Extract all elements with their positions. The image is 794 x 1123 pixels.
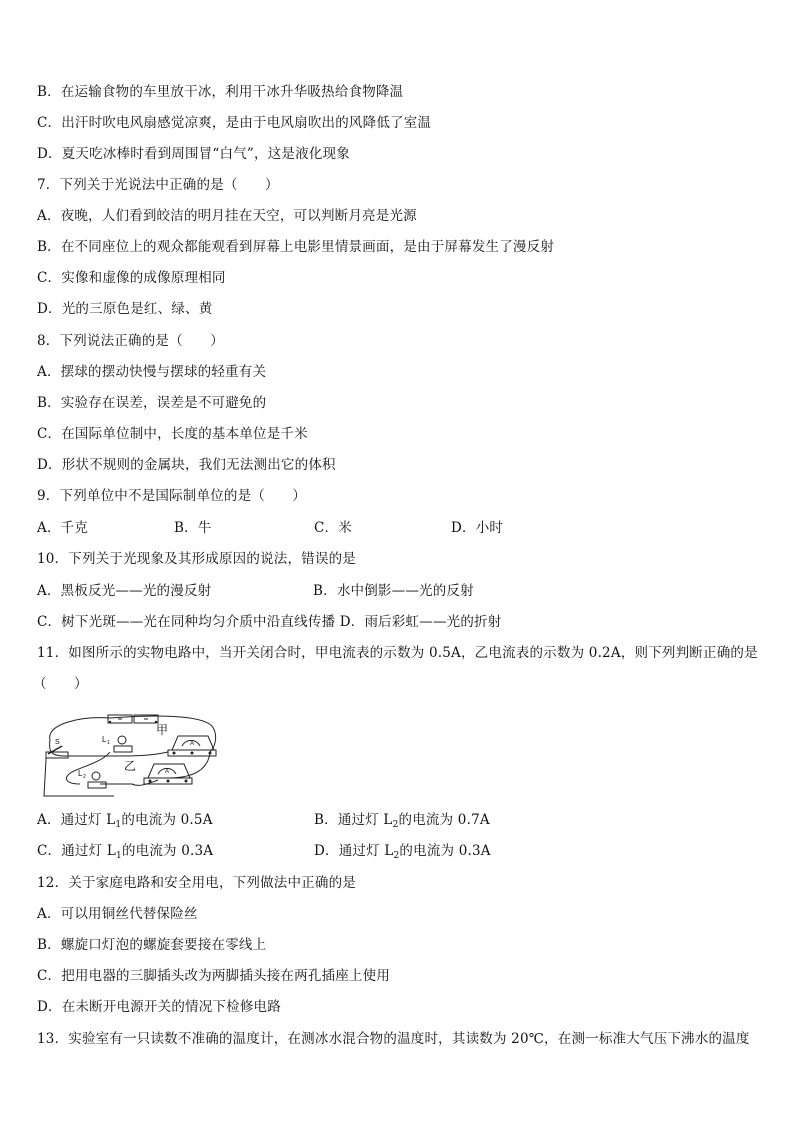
lamp-l1-base bbox=[114, 746, 132, 752]
label-jia: 甲 bbox=[156, 723, 169, 737]
q11-answer-paren: （ ） bbox=[33, 676, 88, 692]
q12-stem: 12．关于家庭电路和安全用电，下列做法中正确的是 bbox=[37, 875, 356, 891]
q10-options-row-1 bbox=[37, 582, 757, 600]
q12-option-a: A．可以用铜丝代替保险丝 bbox=[37, 906, 198, 922]
label-l1: L bbox=[102, 735, 107, 744]
label-l1-sub: 1 bbox=[107, 740, 110, 746]
label-l2-sub: 2 bbox=[83, 774, 86, 780]
q8-option-c: C．在国际单位制中，长度的基本单位是千米 bbox=[37, 426, 308, 442]
lamp-l2-base bbox=[88, 782, 106, 788]
q12-option-d: D．在未断开电源开关的情况下检修电路 bbox=[37, 999, 281, 1015]
lamp-l1-bulb bbox=[118, 736, 126, 744]
ammeter-yi-symbol: A bbox=[165, 769, 170, 775]
q11-option-c: C．通过灯 $L_1$的电流为 0.3A bbox=[37, 843, 214, 861]
q6-option-d: D．夏天吃冰棒时看到周围冒“白气”，这是液化现象 bbox=[37, 146, 350, 162]
label-yi: 乙 bbox=[124, 759, 137, 773]
q11-option-a: A．通过灯 $L_1$的电流为 0.5A bbox=[37, 812, 213, 830]
q7-option-d: D．光的三原色是红、绿、黄 bbox=[37, 301, 213, 317]
q10-options-row-2: C．树下光斑——光在同种均匀介质中沿直线传播 D．雨后彩虹——光的折射 bbox=[37, 614, 502, 630]
q9-option-d: D．小时 bbox=[451, 520, 504, 536]
q8-option-b: B．实验存在误差，误差是不可避免的 bbox=[37, 395, 267, 411]
q9-option-a: A．千克 bbox=[37, 520, 89, 536]
q11-option-b: B．通过灯 $L_2$的电流为 0.7A bbox=[314, 812, 490, 830]
q9-option-c: C．米 bbox=[314, 520, 352, 536]
q6-option-b: B．在运输食物的车里放干冰，利用干冰升华吸热给食物降温 bbox=[37, 84, 404, 100]
q10-stem: 10．下列关于光现象及其形成原因的说法，错误的是 bbox=[37, 551, 356, 567]
q13-stem: 13．实验室有一只读数不准确的温度计，在测冰水混合物的温度时，其读数为 20℃，在测一标准大气压下沸水的温度 bbox=[37, 1031, 750, 1047]
q11-options-row-1 bbox=[37, 811, 757, 831]
q8-option-d: D．形状不规则的金属块，我们无法测出它的体积 bbox=[37, 457, 336, 473]
q7-stem: 7．下列关于光说法中正确的是（ ） bbox=[37, 177, 279, 193]
circuit-wire-lower-left bbox=[66, 752, 110, 784]
q7-option-b: B．在不同座位上的观众都能观看到屏幕上电影里情景画面，是由于屏幕发生了漫反射 bbox=[37, 239, 555, 255]
label-l2: L bbox=[78, 769, 83, 778]
q10-option-a: A．黑板反光——光的漫反射 bbox=[37, 583, 212, 599]
q8-option-a: A．摆球的摆动快慢与摆球的轻重有关 bbox=[37, 364, 267, 380]
q8-stem: 8．下列说法正确的是（ ） bbox=[37, 333, 224, 349]
q12-option-c: C．把用电器的三脚插头改为两脚插头接在两孔插座上使用 bbox=[37, 968, 391, 984]
q9-option-b: B．牛 bbox=[174, 520, 212, 536]
circuit-wire-mid bbox=[118, 752, 168, 756]
ammeter-jia-symbol: A bbox=[190, 741, 195, 747]
q11-circuit-figure bbox=[40, 712, 230, 800]
q11-option-d: D．通过灯 $L_2$的电流为 0.3A bbox=[314, 843, 491, 861]
q12-option-b: B．螺旋口灯泡的螺旋套要接在零线上 bbox=[37, 937, 267, 953]
q11-options-row-2 bbox=[37, 842, 757, 862]
q7-option-a: A．夜晚，人们看到皎洁的明月挂在天空，可以判断月亮是光源 bbox=[37, 208, 417, 224]
lamp-l2-bulb bbox=[92, 772, 100, 780]
q11-stem: 11．如图所示的实物电路中，当开关闭合时，甲电流表的示数为 0.5A，乙电流表的示数为 0.2A，则下列判断正确的是 bbox=[37, 645, 758, 661]
q9-stem: 9．下列单位中不是国际制单位的是（ ） bbox=[37, 488, 307, 504]
label-switch: S bbox=[55, 739, 60, 746]
q9-options-row bbox=[37, 519, 757, 537]
q10-option-b: B．水中倒影——光的反射 bbox=[313, 583, 474, 599]
q6-option-c: C．出汗时吹电风扇感觉凉爽，是由于电风扇吹出的风降低了室温 bbox=[37, 115, 432, 131]
q7-option-c: C．实像和虚像的成像原理相同 bbox=[37, 270, 226, 286]
